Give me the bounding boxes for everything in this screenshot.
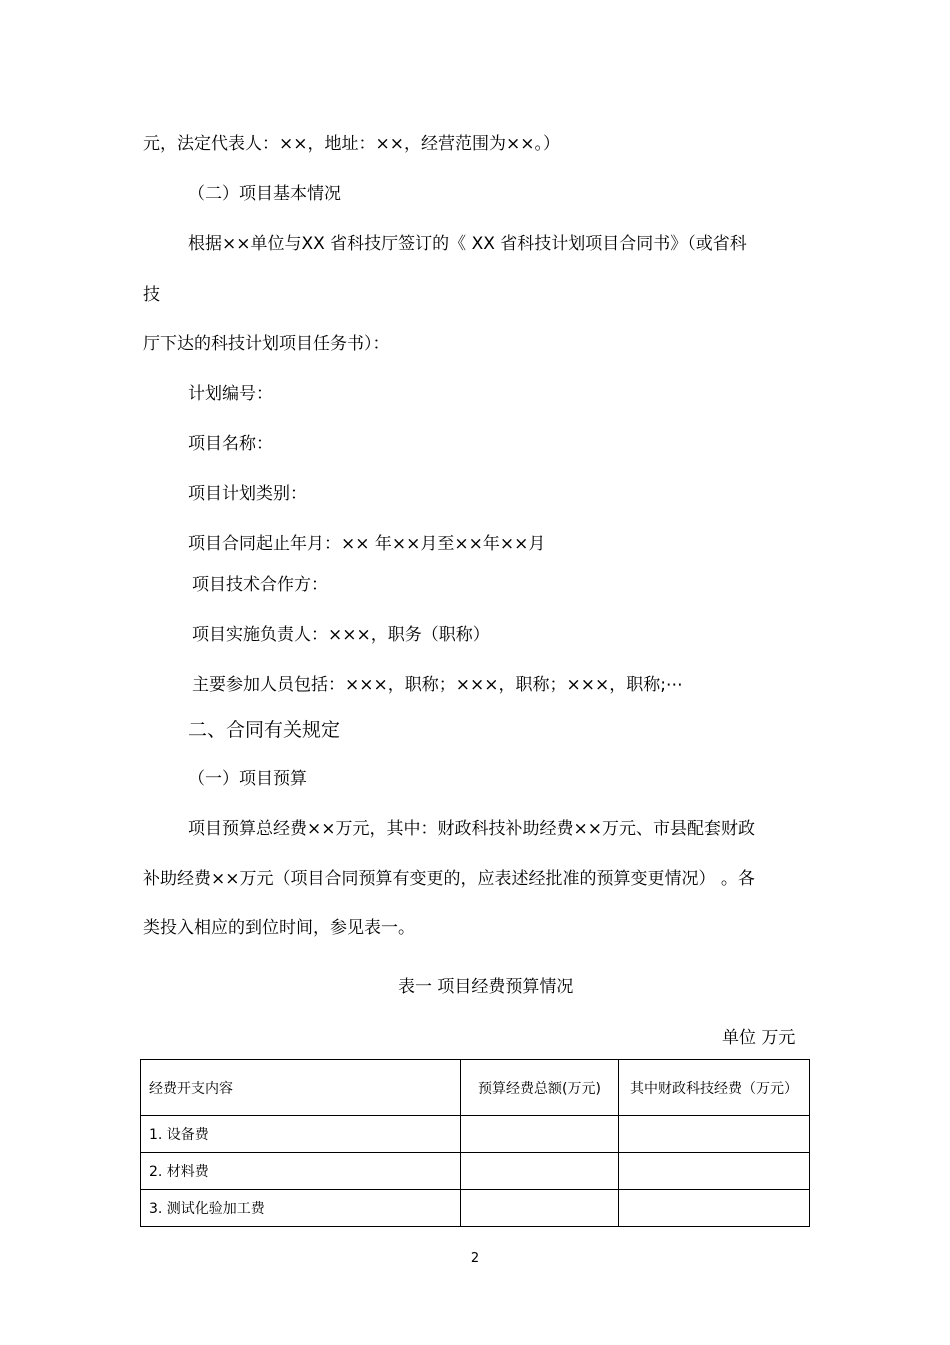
cell-total-budget bbox=[461, 1153, 619, 1190]
header-fiscal-funds: 其中财政科技经费（万元） bbox=[619, 1060, 810, 1116]
page-number: 2 bbox=[470, 1251, 480, 1266]
field-project-name: 项目名称： bbox=[188, 434, 273, 454]
table-caption: 表一 项目经费预算情况 bbox=[398, 977, 574, 997]
field-main-participants: 主要参加人员包括：×××，职称；×××，职称；×××，职称;⋯ bbox=[192, 675, 683, 695]
budget-table bbox=[140, 1059, 810, 1227]
field-plan-category: 项目计划类别： bbox=[188, 484, 307, 504]
para-budget-line2: 补助经费××万元（项目合同预算有变更的，应表述经批准的预算变更情况） 。各 bbox=[143, 869, 755, 889]
table-unit: 单位 万元 bbox=[722, 1028, 796, 1048]
table-row bbox=[141, 1190, 810, 1227]
para-contract-basis-line1: 根据××单位与XX 省科技厅签订的《 XX 省科技计划项目合同书》（或省科 bbox=[188, 234, 747, 254]
section-project-basics: （二）项目基本情况 bbox=[188, 184, 341, 204]
heading-contract-provisions: 二、合同有关规定 bbox=[188, 719, 341, 741]
header-expense-item: 经费开支内容 bbox=[141, 1060, 461, 1116]
para-contract-basis-line3: 厅下达的科技计划项目任务书）： bbox=[143, 334, 390, 354]
cell-expense-item: 1. 设备费 bbox=[141, 1116, 461, 1153]
field-contract-period: 项目合同起止年月：×× 年××月至××年××月 bbox=[188, 534, 546, 554]
para-legal-rep: 元，法定代表人：××，地址：××，经营范围为××。） bbox=[143, 134, 560, 154]
para-budget-line3: 类投入相应的到位时间，参见表一。 bbox=[143, 918, 415, 938]
section-project-budget: （一）项目预算 bbox=[188, 769, 307, 789]
field-project-lead: 项目实施负责人：×××，职务（职称） bbox=[192, 625, 490, 645]
cell-fiscal-funds bbox=[619, 1190, 810, 1227]
cell-expense-item: 3. 测试化验加工费 bbox=[141, 1190, 461, 1227]
cell-expense-item: 2. 材料费 bbox=[141, 1153, 461, 1190]
cell-fiscal-funds bbox=[619, 1116, 810, 1153]
para-contract-basis-line2: 技 bbox=[143, 285, 160, 305]
cell-total-budget bbox=[461, 1190, 619, 1227]
table-row bbox=[141, 1116, 810, 1153]
cell-fiscal-funds bbox=[619, 1153, 810, 1190]
field-tech-partner: 项目技术合作方： bbox=[192, 575, 328, 595]
table-header-row bbox=[141, 1060, 810, 1116]
table-row bbox=[141, 1153, 810, 1190]
para-budget-line1: 项目预算总经费××万元，其中：财政科技补助经费××万元、市县配套财政 bbox=[188, 819, 755, 839]
cell-total-budget bbox=[461, 1116, 619, 1153]
header-total-budget: 预算经费总额(万元) bbox=[461, 1060, 619, 1116]
field-plan-number: 计划编号： bbox=[188, 384, 273, 404]
